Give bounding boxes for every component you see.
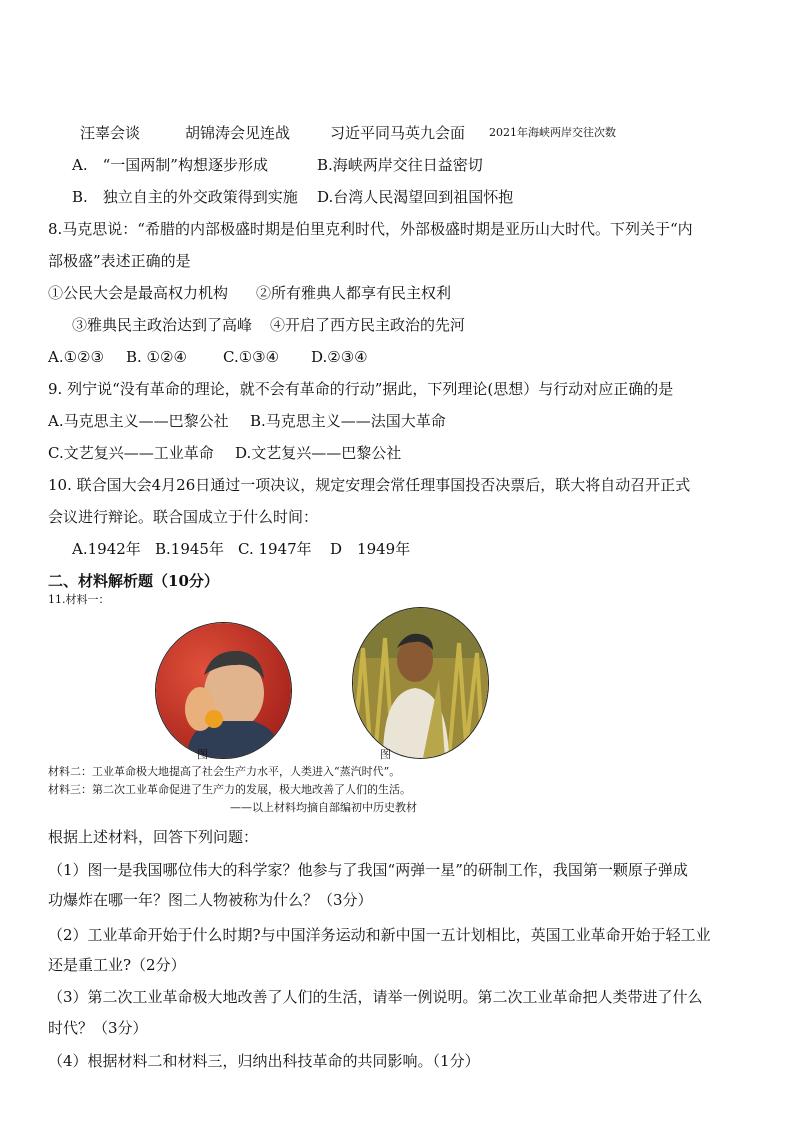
caption-wang-gu-talks: 汪辜会谈 bbox=[80, 124, 141, 142]
caption-2021-exchanges: 2021年海峡两岸交往次数 bbox=[489, 126, 616, 139]
q7-option-c: B. 独立自主的外交政策得到实施 bbox=[72, 188, 298, 206]
material-source: ——以上材料均摘自部编初中历史教材 bbox=[230, 801, 417, 814]
question-1-line2: 功爆炸在哪一年？图二人物被称为什么？（3分） bbox=[48, 891, 373, 909]
q8-option-c: C.①③④ bbox=[223, 348, 280, 366]
caption-xi-ma-meeting: 习近平同马英九会面 bbox=[330, 124, 466, 142]
q10-option-b: B.1945年 bbox=[155, 540, 224, 558]
q8-item-4: ④开启了西方民主政治的先河 bbox=[270, 316, 466, 334]
caption-hu-lian-meeting: 胡锦涛会见连战 bbox=[185, 124, 291, 142]
material1-label: 11.材料一： bbox=[48, 593, 110, 606]
q8-item-2: ②所有雅典人都享有民主权利 bbox=[256, 284, 452, 302]
portrait-1-illustration bbox=[156, 623, 291, 758]
q10-option-a: A.1942年 bbox=[72, 540, 141, 558]
q10-option-d: D 1949年 bbox=[330, 540, 411, 558]
question-2-line1: （2）工业革命开始于什么时期?与中国洋务运动和新中国一五计划相比，英国工业革命开始于轻工业 bbox=[48, 926, 711, 944]
q8-option-b: B. ①②④ bbox=[126, 348, 187, 366]
q8-option-a: A.①②③ bbox=[48, 348, 104, 366]
q10-option-c: C. 1947年 bbox=[238, 540, 312, 558]
q9-option-d: D.文艺复兴——巴黎公社 bbox=[235, 444, 402, 462]
question-3-line2: 时代？（3分） bbox=[48, 1019, 148, 1037]
q7-option-b: B.海峡两岸交往日益密切 bbox=[317, 156, 483, 174]
q7-option-a: A. “一国两制”构想逐步形成 bbox=[72, 156, 268, 174]
q7-option-d: D.台湾人民渴望回到祖国怀抱 bbox=[317, 188, 514, 206]
q9-option-b: B.马克思主义——法国大革命 bbox=[250, 412, 446, 430]
q8-option-d: D.②③④ bbox=[311, 348, 368, 366]
q8-item-1: ①公民大会是最高权力机构 bbox=[48, 284, 229, 302]
material2-text: 材料二：工业革命极大地提高了社会生产力水平，人类进入“蒸汽时代”。 bbox=[48, 765, 401, 778]
section-heading: 二、材料解析题（10分） bbox=[48, 572, 219, 590]
q9-stem: 9. 列宁说“没有革命的理论，就不会有革命的行动”据此，下列理论(思想）与行动对应正确的是 bbox=[48, 380, 674, 398]
image2-label: 图 bbox=[380, 748, 391, 761]
question-4: （4）根据材料二和材料三，归纳出科技革命的共同影响。（1分） bbox=[48, 1052, 480, 1070]
question-3-line1: （3）第二次工业革命极大地改善了人们的生活，请举一例说明。第二次工业革命把人类带进了什么 bbox=[48, 988, 703, 1006]
question-1-line1: （1）图一是我国哪位伟大的科学家？他参与了我国“两弹一星”的研制工作，我国第一颗原子弹成 bbox=[48, 861, 688, 879]
q9-option-c: C.文艺复兴——工业革命 bbox=[48, 444, 214, 462]
q10-stem-line1: 10. 联合国大会4月26日通过一项决议，规定安理会常任理事国投否决票后，联大将自动召开正式 bbox=[48, 476, 691, 494]
q9-option-a: A.马克思主义——巴黎公社 bbox=[48, 412, 229, 430]
q8-item-3: ③雅典民主政治达到了高峰 bbox=[72, 316, 253, 334]
portrait-2-illustration bbox=[353, 608, 488, 758]
question-2-line2: 还是重工业?（2分） bbox=[48, 956, 186, 974]
q8-stem-line2: 部极盛”表述正确的是 bbox=[48, 252, 191, 270]
portrait-photo-1 bbox=[155, 622, 292, 759]
q8-stem-line1: 8.马克思说：“希腊的内部极盛时期是伯里克利时代，外部极盛时期是亚历山大时代。下列关于“内 bbox=[48, 220, 693, 238]
questions-intro: 根据上述材料，回答下列问题： bbox=[48, 828, 259, 846]
portrait-photo-2 bbox=[352, 607, 489, 759]
material3-text: 材料三：第二次工业革命促进了生产力的发展，极大地改善了人们的生活。 bbox=[48, 783, 411, 796]
image1-label: 图 bbox=[197, 748, 208, 761]
q10-stem-line2: 会议进行辩论。联合国成立于什么时间： bbox=[48, 508, 319, 526]
